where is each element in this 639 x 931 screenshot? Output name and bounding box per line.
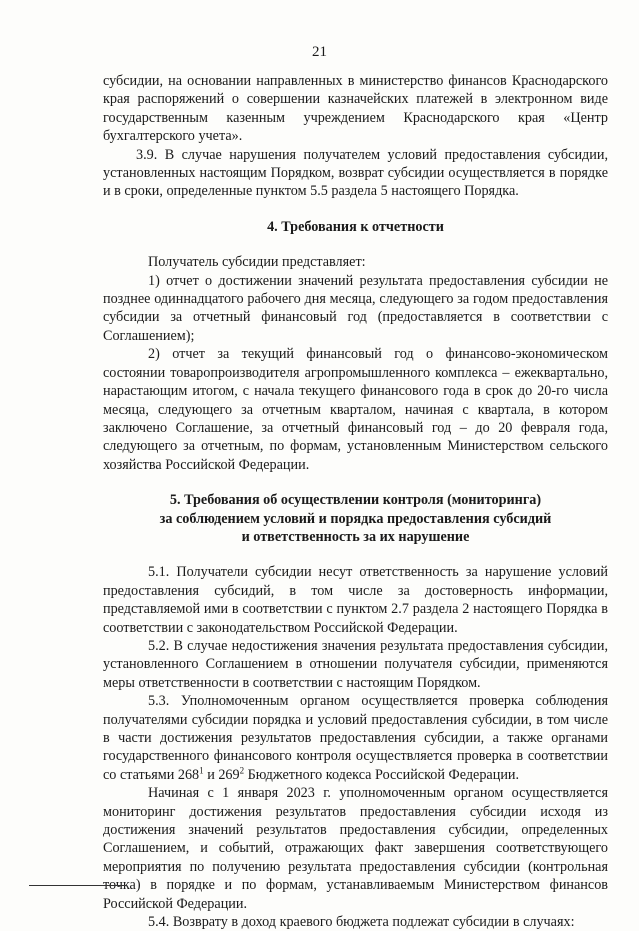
section-4-item-1: 1) отчет о достижении значений результата предоставления субсидии не позднее одиннадцатого рабочего дня месяца, следующего за годом предоставления субсидии за отчетный финансовый год (предоставляется в соответствии с Соглашением); — [103, 272, 608, 344]
paragraph-5-4: 5.4. Возврату в доход краевого бюджета подлежат субсидии в случаях: — [148, 914, 575, 931]
paragraph-5-1: 5.1. Получатели субсидии несут ответственность за нарушение условий предоставления субсидий, в том числе за достоверность информации, представляемой ими в соответствии с пунктом 2.7 раздела 2 настоящего Порядка в соответствии с законодательством Российской Федерации. — [103, 564, 608, 636]
superscript: 1 — [199, 765, 204, 776]
section-4-heading: 4. Требования к отчетности — [267, 218, 444, 235]
page-number: 21 — [312, 44, 327, 60]
paragraph-5-3 — [103, 692, 608, 784]
section-4-intro: Получатель субсидии представляет: — [148, 254, 366, 271]
section-5-heading — [103, 491, 608, 546]
section-4-item-2: 2) отчет за текущий финансовый год о финансово-экономическом состоянии товаропроизводителя агропромышленного комплекса – ежеквартально, нарастающим итогом, с начала текущего финансового года в срок до 20-го числа месяца, следующего за отчетным кварталом, начиная с квартала, в котором заключено Соглашение, за отчетный финансовый год – до 20 февраля года, следующего за отчетным, по формам, установленным Министерством сельского хозяйства Российской Федерации. — [103, 346, 608, 473]
section-5-heading-line: за соблюдением условий и порядка предоставления субсидий — [159, 510, 552, 527]
footnote-rule — [29, 885, 127, 886]
paragraph-5-2: 5.2. В случае недостижения значения результата предоставления субсидии, установленного Соглашением в отношении получателя субсидии, применяются меры ответственности в соответствии с настоящим Порядком. — [103, 637, 608, 691]
paragraph-5-3-text: 5.3. Уполномоченным органом осуществляется проверка соблюдения получателями субсидии порядка и условий предоставления субсидии, в том числе в части достижения результатов предоставления субсидии, а также органами государственного финансового контроля осуществляется проверка в соответствии со статьями 268 — [103, 693, 608, 783]
section-5-heading-line: и ответственность за их нарушение — [241, 528, 470, 545]
paragraph-continuation: субсидии, на основании направленных в министерство финансов Краснодарского края распоряжений о совершении казначейских платежей в электронном виде государственным казенным учреждением Краснодарского края «Центр бухгалтерского учета». — [103, 73, 608, 145]
document-body — [103, 72, 608, 931]
paragraph-monitoring: Начиная с 1 января 2023 г. уполномоченным органом осуществляется мониторинг достижения результатов предоставления субсидии исходя из достижения значений результатов предоставления субсидии, определенных Соглашением, и событий, отражающих факт завершения соответствующего мероприятия по получению результата предоставления субсидии (контрольная точка) в порядке и по формам, устанавливаемым Министерством финансов Российской Федерации. — [103, 785, 608, 912]
paragraph-5-3-text: Бюджетного кодекса Российской Федерации. — [244, 766, 520, 783]
paragraph-3-9: 3.9. В случае нарушения получателем условий предоставления субсидии, установленных настоящим Порядком, возврат субсидии осуществляется в порядке и в сроки, определенные пунктом 5.5 раздела 5 настоящего Порядка. — [103, 146, 608, 200]
superscript: 2 — [239, 765, 245, 776]
section-5-heading-line: 5. Требования об осуществлении контроля (мониторинга) — [169, 492, 542, 509]
paragraph-5-3-text: и 269 — [203, 766, 240, 783]
